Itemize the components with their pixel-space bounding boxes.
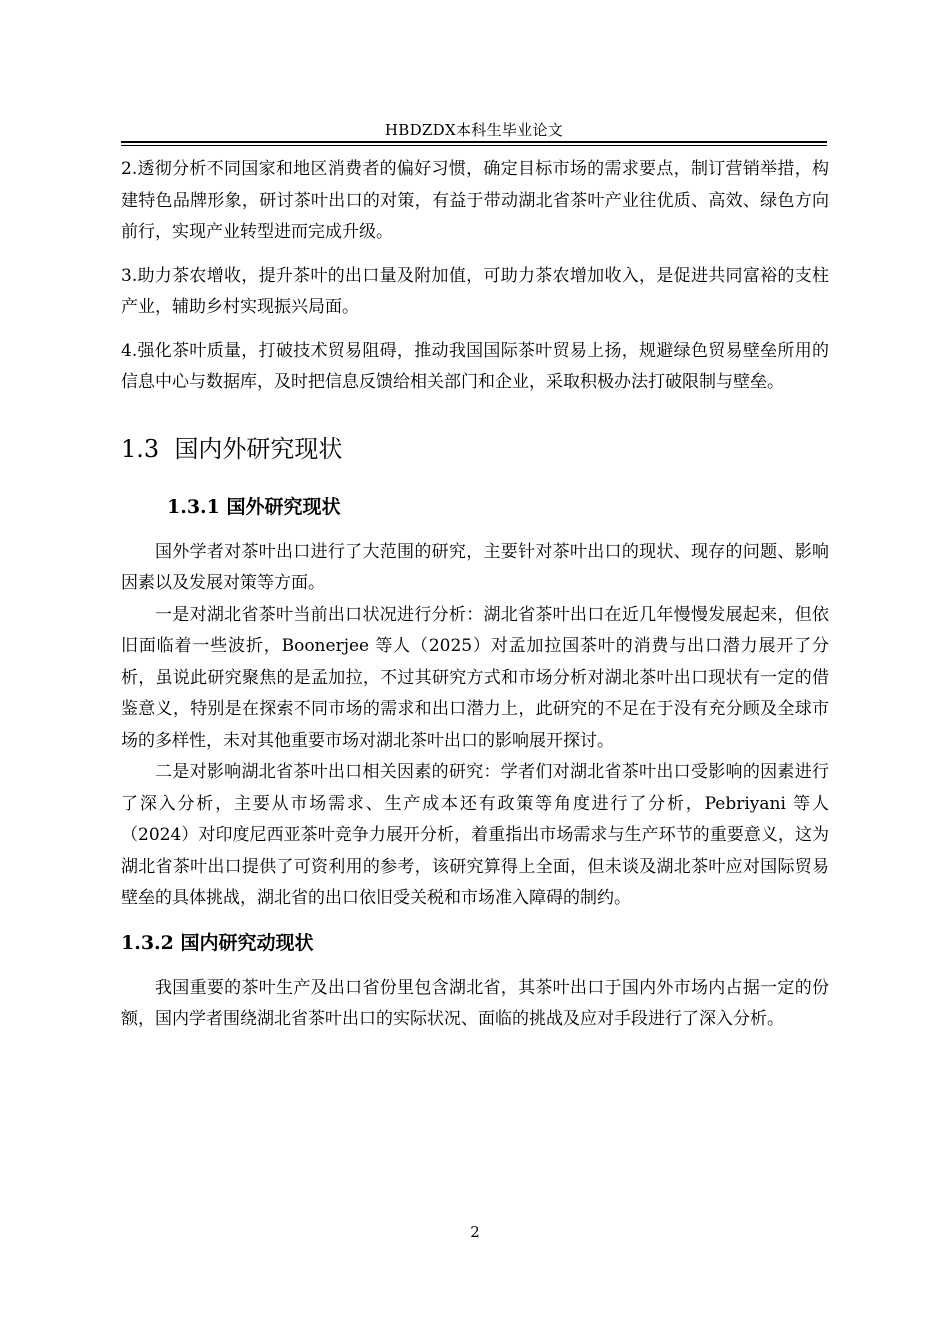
header-rule-thin: [121, 145, 827, 146]
page-number: 2: [470, 1223, 480, 1241]
section-heading: [121, 429, 829, 469]
section-number: 1.3: [121, 434, 160, 463]
paragraph-foreign-2: 一是对湖北省茶叶当前出口状况进行分析：湖北省茶叶出口在近几年慢慢发展起来，但依旧面临着一些波折，Boonerjee 等人（2025）对孟加拉国茶叶的消费与出口潜力展开了分析，虽说此研究聚焦的是孟加拉，不过其研究方式和市场分析对湖北茶叶出口现状有一定的借鉴意义，特别是在探索不同市场的需求和出口潜力上，此研究的不足在于没有充分顾及全球市场的多样性，未对其他重要市场对湖北茶叶出口的影响展开探讨。: [121, 604, 829, 751]
subsection-heading-domestic: 1.3.2 国内研究动现状: [121, 931, 314, 954]
paragraph-foreign-1: 国外学者对茶叶出口进行了大范围的研究，主要针对茶叶出口的现状、现存的问题、影响因素以及发展对策等方面。: [121, 541, 829, 593]
paragraph-foreign-3: 二是对影响湖北省茶叶出口相关因素的研究：学者们对湖北省茶叶出口受影响的因素进行了深入分析，主要从市场需求、生产成本还有政策等角度进行了分析，Pebriyani 等人（2024）对印度尼西亚茶叶竞争力展开分析，着重指出市场需求与生产环节的重要意义，这为湖北省茶叶出口提供了可资利用的参考，该研究算得上全面，但未谈及湖北茶叶应对国际贸易壁垒的具体挑战，湖北省的出口依旧受关税和市场准入障碍的制约。: [121, 762, 829, 908]
list-item-4: 4.强化茶叶质量，打破技术贸易阻碍，推动我国国际茶叶贸易上扬，规避绿色贸易壁垒所用的信息中心与数据库，及时把信息反馈给相关部门和企业，采取积极办法打破限制与壁垒。: [121, 340, 829, 392]
subsection-heading-foreign: 1.3.1 国外研究现状: [167, 495, 341, 518]
page-content: [121, 154, 829, 1036]
list-item-2: 2.透彻分析不同国家和地区消费者的偏好习惯，确定目标市场的需求要点，制订营销举措，构建特色品牌形象，研讨茶叶出口的对策，有益于带动湖北省茶叶产业往优质、高效、绿色方向前行，实现产业转型进而完成升级。: [121, 159, 829, 242]
list-item-3: 3.助力茶农增收，提升茶叶的出口量及附加值，可助力茶农增加收入，是促进共同富裕的支柱产业，辅助乡村实现振兴局面。: [121, 265, 829, 317]
header-rule-thick: [121, 141, 827, 143]
section-title: 国内外研究现状: [174, 434, 343, 463]
paragraph-domestic-1: 我国重要的茶叶生产及出口省份里包含湖北省，其茶叶出口于国内外市场内占据一定的份额，国内学者围绕湖北省茶叶出口的实际状况、面临的挑战及应对手段进行了深入分析。: [121, 977, 829, 1029]
running-header: HBDZDX本科生毕业论文: [384, 121, 564, 139]
